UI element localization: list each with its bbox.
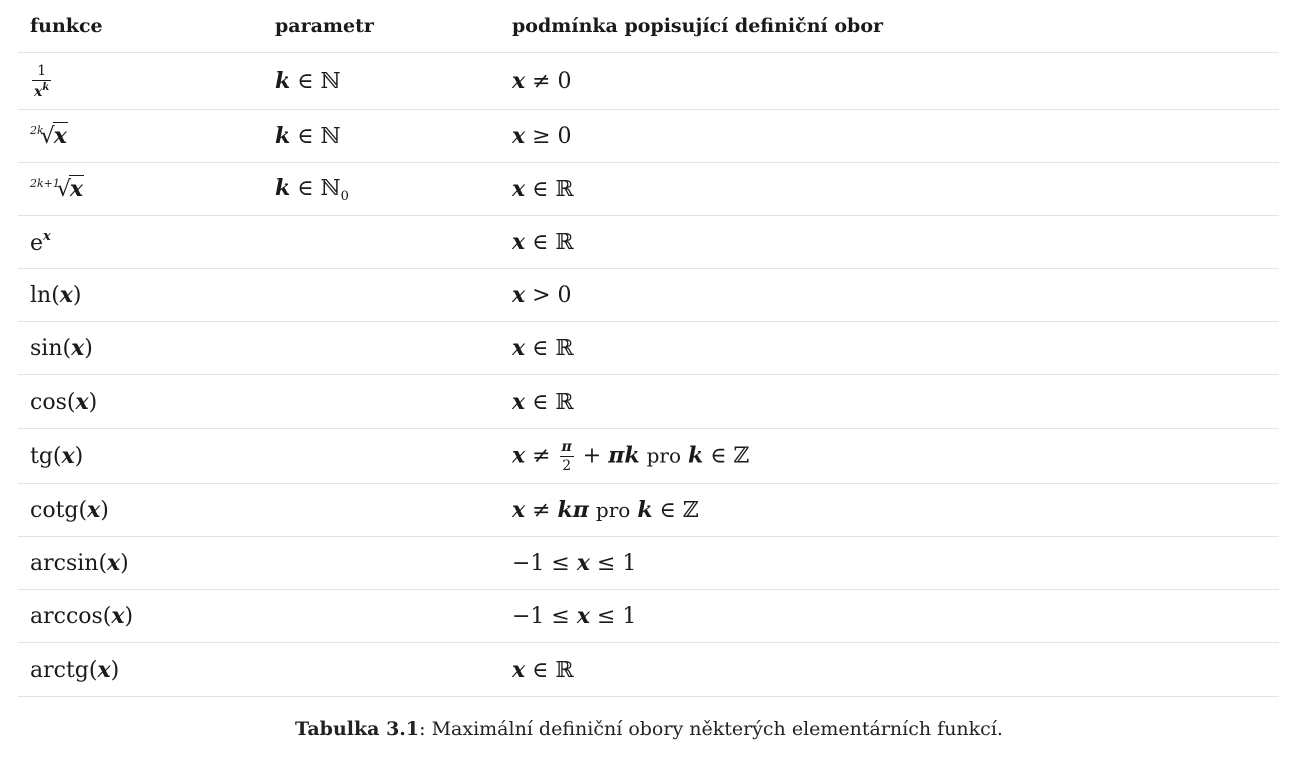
table-row: [18, 216, 1279, 269]
cell-parametr: [263, 216, 500, 269]
cell-parametr: [263, 269, 500, 322]
cell-funkce: $e^x$: [18, 216, 263, 269]
table-row: [18, 53, 1279, 110]
table-row: [18, 590, 1279, 643]
cell-podminka: x ≠ $\frac{\pi}{2}$ + πk pro k ∈ ℤ: [500, 429, 1279, 484]
cell-funkce: arccos(x): [18, 590, 263, 643]
header-funkce: funkce: [18, 0, 263, 53]
cell-podminka: x ∈ ℝ: [500, 643, 1279, 697]
cell-funkce: [18, 110, 263, 163]
cell-funkce: cos(x): [18, 375, 263, 429]
cell-funkce: sin(x): [18, 322, 263, 375]
table-row: [18, 163, 1279, 216]
cell-podminka: x > 0: [500, 269, 1279, 322]
table-row: [18, 375, 1279, 429]
table-row: [18, 537, 1279, 590]
table-caption: [0, 718, 1298, 740]
cell-podminka: x ∈ ℝ: [500, 322, 1279, 375]
table-row: [18, 643, 1279, 697]
caption-label: Tabulka 3.1: [295, 718, 420, 740]
fraction: $\frac{1}{x^k}$: [34, 62, 50, 100]
cell-parametr: [263, 429, 500, 484]
cell-podminka: x ≠ 0: [500, 53, 1279, 110]
table-row: [18, 484, 1279, 537]
cell-parametr: [263, 322, 500, 375]
cell-parametr: [263, 484, 500, 537]
header-parametr: parametr: [263, 0, 500, 53]
cell-podminka: −1 ≤ x ≤ 1: [500, 590, 1279, 643]
cell-funkce: [18, 163, 263, 216]
caption-text: : Maximální definiční obory některých elementárních funkcí.: [419, 718, 1003, 740]
cell-podminka: x ≠ kπ pro k ∈ ℤ: [500, 484, 1279, 537]
cell-parametr: [263, 537, 500, 590]
fraction: $\frac{\pi}{2}$: [561, 438, 572, 474]
cell-podminka: x ∈ ℝ: [500, 163, 1279, 216]
table-row: [18, 322, 1279, 375]
cell-parametr: k ∈ ℕ: [263, 53, 500, 110]
root-expression: $^{2k+1}$√x: [30, 176, 84, 202]
cell-funkce: tg(x): [18, 429, 263, 484]
header-row: [18, 0, 1279, 53]
cell-parametr: k ∈ ℕ$_0$: [263, 163, 500, 216]
domain-table: [18, 0, 1279, 697]
cell-funkce: arctg(x): [18, 643, 263, 697]
cell-parametr: [263, 375, 500, 429]
header-podminka: podmínka popisující definiční obor: [500, 0, 1279, 53]
table-row: [18, 110, 1279, 163]
cell-podminka: x ∈ ℝ: [500, 216, 1279, 269]
cell-podminka: x ≥ 0: [500, 110, 1279, 163]
root-expression: $^{2k}$√x: [30, 123, 67, 149]
cell-funkce: cotg(x): [18, 484, 263, 537]
table-row: [18, 269, 1279, 322]
cell-parametr: [263, 590, 500, 643]
cell-funkce: arcsin(x): [18, 537, 263, 590]
cell-funkce: [18, 53, 263, 110]
cell-parametr: k ∈ ℕ: [263, 110, 500, 163]
cell-parametr: [263, 643, 500, 697]
cell-podminka: x ∈ ℝ: [500, 375, 1279, 429]
table-row: [18, 429, 1279, 484]
cell-funkce: ln(x): [18, 269, 263, 322]
cell-podminka: −1 ≤ x ≤ 1: [500, 537, 1279, 590]
